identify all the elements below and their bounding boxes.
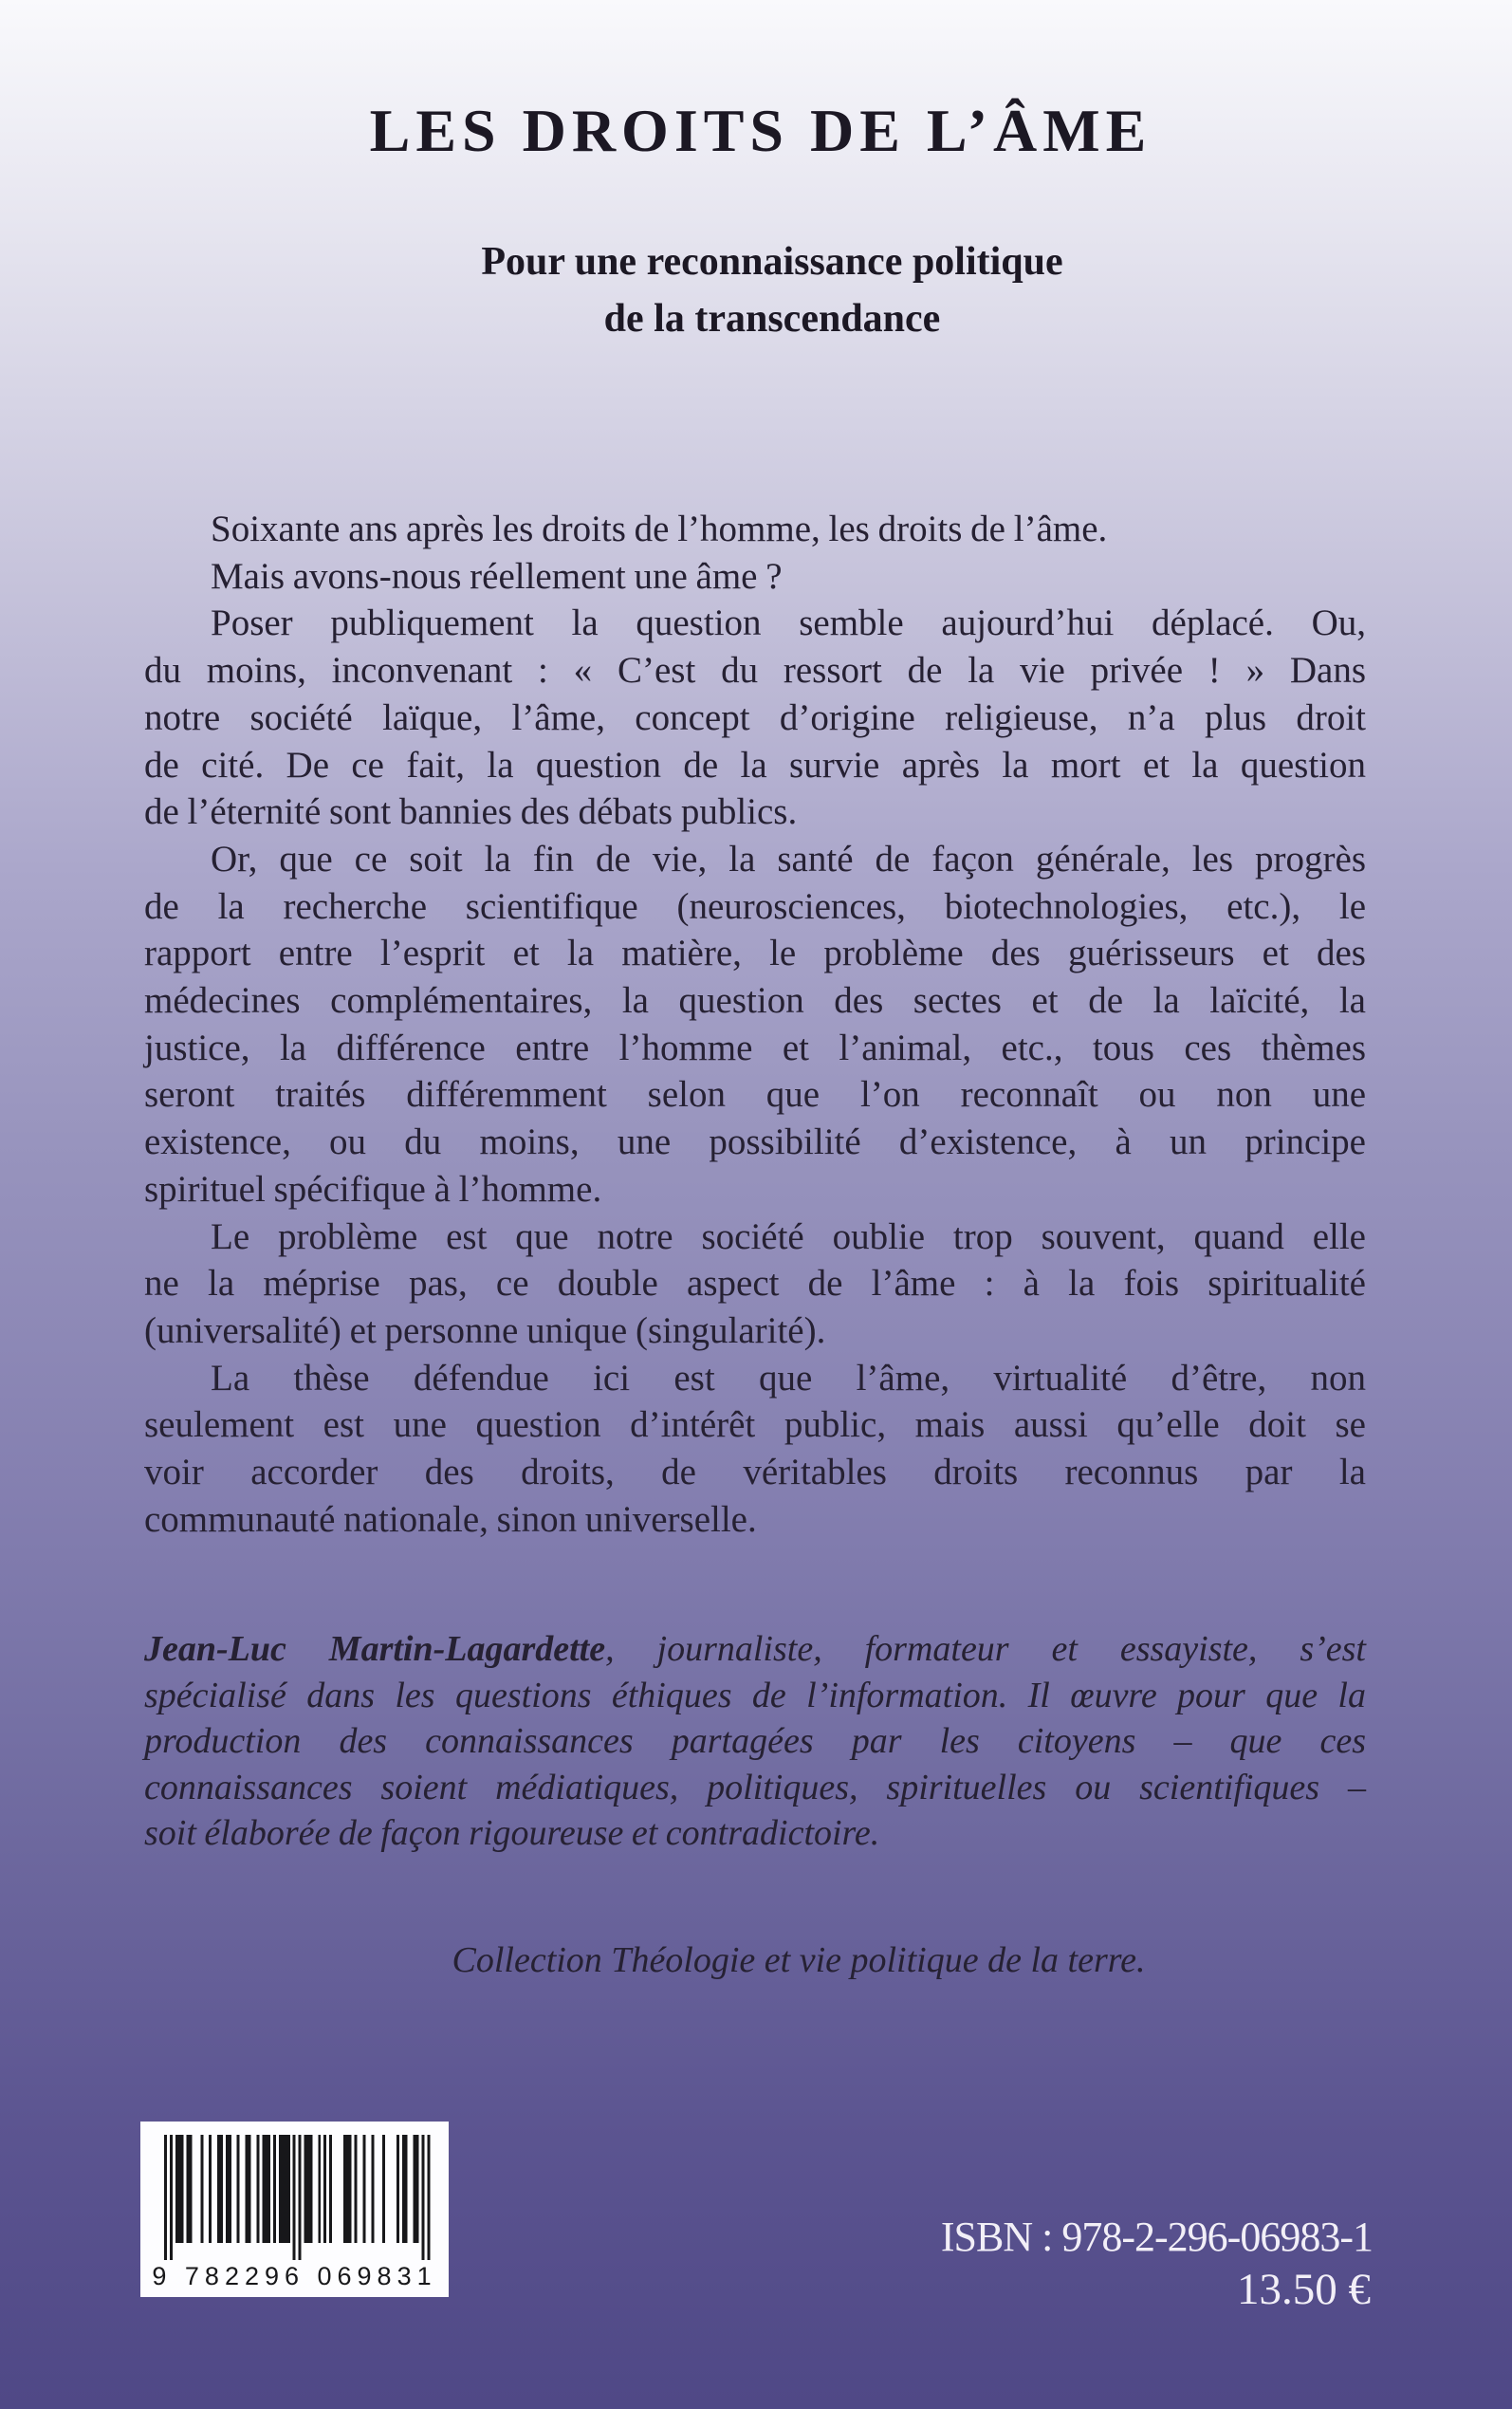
body-line: Le problème est que notre société oublie trop souvent, quand elle: [211, 1215, 1366, 1257]
body-line: Mais avons-nous réellement une âme ?: [211, 555, 783, 597]
bio-line: connaissances soient médiatiques, politiques, spirituelles ou scientifiques –: [144, 1767, 1366, 1807]
body-line: Soixante ans après les droits de l’homme, les droits de l’âme.: [211, 509, 1108, 549]
barcode-number: 9 782296 069831: [152, 2262, 437, 2290]
bio-line: [144, 1626, 1366, 1673]
bio-line: spécialisé dans les questions éthiques de l’information. Il œuvre pour que la: [144, 1675, 1366, 1715]
body-line: du moins, inconvenant : « C’est du ressort de la vie privée ! » Dans: [144, 650, 1366, 692]
body-line: de cité. De ce fait, la question de la survie après la mort et la question: [144, 744, 1366, 786]
bio-line: production des connaissances partagées par les citoyens – que ces: [144, 1721, 1366, 1761]
author-name: Jean-Luc Martin-Lagardette: [144, 1629, 606, 1669]
body-line: rapport entre l’esprit et la matière, le problème des guérisseurs et des: [144, 933, 1366, 974]
collection-line: Collection Théologie et vie politique de la terre.: [452, 1940, 1146, 1980]
body-line: La thèse défendue ici est que l’âme, virtualité d’être, non: [211, 1357, 1366, 1399]
subtitle-line-2: de la transcendance: [603, 297, 941, 341]
book-subtitle: [0, 233, 1512, 347]
body-line: médecines complémentaires, la question des sectes et de la laïcité, la: [144, 980, 1366, 1022]
body-line: (universalité) et personne unique (singularité).: [144, 1309, 826, 1351]
isbn-text: ISBN : 978-2-296-06983-1: [940, 2214, 1373, 2260]
body-line: de la recherche scientifique (neurosciences, biotechnologies, etc.), le: [144, 885, 1366, 927]
body-line: spirituel spécifique à l’homme.: [144, 1168, 602, 1210]
body-line: notre société laïque, l’âme, concept d’origine religieuse, n’a plus droit: [144, 696, 1366, 738]
body-line: Poser publiquement la question semble aujourd’hui déplacé. Ou,: [211, 602, 1366, 644]
bio-line-rest: , journaliste, formateur et essayiste, s’est: [605, 1629, 1366, 1669]
body-line: ne la méprise pas, ce double aspect de l’âme : à la fois spiritualité: [144, 1263, 1366, 1305]
price-text: 13.50 €: [1237, 2265, 1371, 2314]
subtitle-line-1: Pour une reconnaissance politique: [481, 240, 1063, 284]
barcode: [140, 2122, 449, 2297]
body-line: justice, la différence entre l’homme et l’animal, etc., tous ces thèmes: [144, 1027, 1366, 1068]
body-line: Or, que ce soit la fin de vie, la santé de façon générale, les progrès: [211, 838, 1366, 880]
barcode-bars-icon: [140, 2122, 449, 2264]
back-cover-text: [144, 506, 1366, 1543]
body-line: de l’éternité sont bannies des débats publics.: [144, 791, 798, 833]
body-line: seulement est une question d’intérêt public, mais aussi qu’elle doit se: [144, 1404, 1366, 1446]
bio-line: soit élaborée de façon rigoureuse et contradictoire.: [144, 1813, 880, 1853]
book-title: LES DROITS DE L’ÂME: [369, 97, 1152, 164]
body-line: communauté nationale, sinon universelle.: [144, 1498, 757, 1540]
body-line: voir accorder des droits, de véritables droits reconnus par la: [144, 1452, 1366, 1493]
body-line: seront traités différemment selon que l’on reconnaît ou non une: [144, 1074, 1366, 1116]
author-bio: [144, 1626, 1366, 1857]
body-line: existence, ou du moins, une possibilité d’existence, à un principe: [144, 1121, 1366, 1163]
